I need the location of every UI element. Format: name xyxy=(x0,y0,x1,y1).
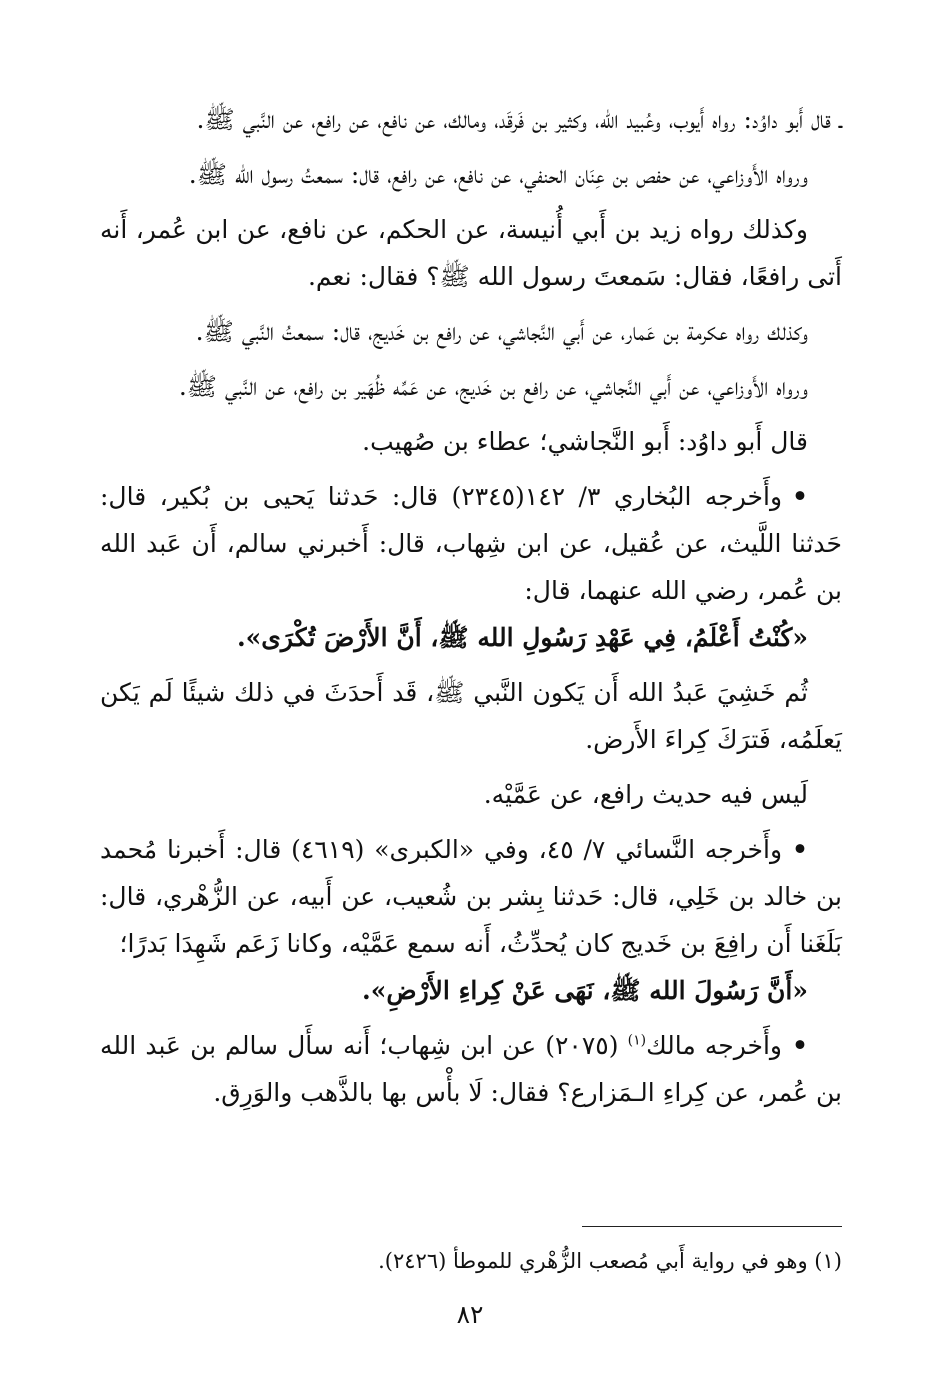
footnote-divider xyxy=(582,1226,842,1227)
paragraph-13 xyxy=(100,1022,842,1116)
paragraph-3: وكذلك رواه زيد بن أَبي أُنيسة، عن الحكم، عن نافع، عن ابن عُمر، أَنه أَتى رافعًا، فقال: سَمعتَ رسول الله ﷺ؟ فقال: نعم. xyxy=(100,215,842,291)
paragraph-2: ورواه الأَوزاعي، عن حفص بن عِنَان الحنفي، عن نافع، عن رافع، قال: سمعتُ رسول الله ﷺ. xyxy=(188,160,808,189)
paragraph-11 xyxy=(100,826,842,967)
paragraph-1: ـ قال أَبو داوُد: رواه أَيوب، وعُبيد الله، وكثير بن فَرقَد، ومالك، عن نافع، عن رافع، عن النَّبي ﷺ. xyxy=(196,105,842,134)
paragraph-5: ورواه الأَوزاعي، عن أَبي النَّجاشي، عن رافع بن خَديج، عن عَمِّه ظُهَير بن رافع، عن النَّبي ﷺ. xyxy=(178,372,808,401)
paragraph-9: ثُم خَشِيَ عَبدُ الله أَن يَكون النَّبي ﷺ، قَد أَحدَثَ في ذلك شيئًا لَم يَكن يَعلَمُه، فَترَكَ كِراءَ الأَرض. xyxy=(100,678,842,754)
paragraph-4: وكذلك رواه عكرمة بن عَمار، عن أَبي النَّجاشي، عن رافع بن خَديج، قال: سمعتُ النَّبي ﷺ. xyxy=(195,317,808,346)
footnote: (١) وهو في رواية أَبي مُصعب الزُّهْري للموطأ (٢٤٢٦). xyxy=(378,1249,842,1273)
page-body xyxy=(100,96,842,1124)
paragraph-11-text: وأَخرجه النَّسائي ٧/ ٤٥، وفي «الكبرى» (٤٦١٩) قال: أَخبرنا مُحمد بن خالد بن خَلِي، قال: حَدثنا بِشر بن شُعيب، عن أَبيه، عن الزُّهْري، قال: بَلَغَنا أَن رافِعَ بن خَديج كان يُحدِّثُ، أَنه سمع عَمَّيْه، وكانا زَعَم شَهِدَا بَدرًا؛ xyxy=(100,835,842,958)
paragraph-6: قال أَبو داوُد: أَبو النَّجاشي؛ عطاء بن صُهيب. xyxy=(362,427,808,456)
hadith-quote-2: «أَنَّ رَسُولَ الله ﷺ، نَهَى عَنْ كِراءِ الأَرْضِ». xyxy=(362,976,808,1005)
hadith-quote-1: «كُنْتُ أَعْلَمُ، فِي عَهْدِ رَسُولِ الله ﷺ، أَنَّ الأَرْضَ تُكْرَى». xyxy=(236,623,808,652)
paragraph-13-text-a: وأَخرجه مالك xyxy=(646,1031,783,1060)
paragraph-7-text: وأَخرجه البُخاري ٣/ ١٤٢(٢٣٤٥) قال: حَدثنا يَحيى بن بُكير، قال: حَدثنا اللَّيث، عن عُقيل، عن ابن شِهاب، قال: أَخبرني سالم، أَن عَبد الله بن عُمر، رضي الله عنهما، قال: xyxy=(100,482,842,605)
bullet-icon: • xyxy=(792,482,808,511)
footnote-reference[interactable]: (١) xyxy=(627,1032,647,1049)
bullet-icon: • xyxy=(792,835,809,864)
page-number: ٨٢ xyxy=(456,1300,484,1329)
bullet-icon: • xyxy=(792,1031,808,1060)
paragraph-13-text-b: (٢٠٧٥) عن ابن شِهاب؛ أَنه سأَل سالم بن عَبد الله بن عُمر، عن كِراءِ الـمَزارع؟ فقال: لَا بأْس بها بالذَّهب والوَرِق. xyxy=(100,1031,842,1107)
paragraph-7 xyxy=(100,473,842,614)
paragraph-10: لَيس فيه حديث رافع، عن عَمَّيْه. xyxy=(483,780,808,809)
